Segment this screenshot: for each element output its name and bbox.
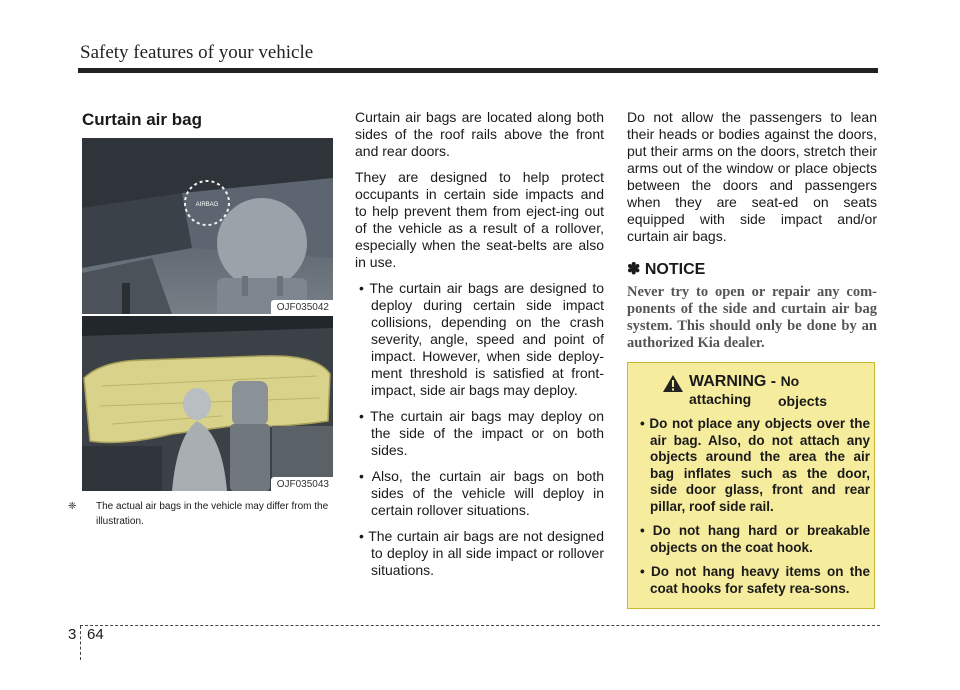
page-header-title: Safety features of your vehicle: [80, 42, 314, 63]
footer-rule: [80, 625, 880, 626]
page-number: 64: [87, 626, 104, 643]
warning-box: [627, 362, 875, 609]
notice-heading: [627, 261, 877, 278]
notice-body: Never try to open or repair any com-ponents of the side and curtain air bag system. This should only be done by an authorized Kia dealer.: [627, 284, 877, 351]
notice-icon: ✽: [627, 261, 641, 278]
curtain-airbag-location-paragraph: Curtain air bags are located along both sides of the roof rails above the front and rear doors.: [355, 109, 604, 159]
warning-item-text: Do not hang heavy items on the coat hooks for safety rea-sons.: [650, 564, 870, 596]
warning-item: • Do not place any objects over the air bag. Also, do not attach any objects around the area the air bag inflates such as the door, side door glass, front and rear pillar, roof side rail.: [640, 416, 870, 514]
passenger-warning-paragraph: Do not allow the passengers to lean their heads or bodies against the doors, put their arms on the doors, stretch their arms out of the window or place objects between the doors and passengers when they are seat-ed on seats equipped with side impact and/or curtain air bags.: [627, 109, 877, 244]
bullet-text: Also, the curtain air bags on both sides of the vehicle will deploy in certain rollover situations.: [371, 468, 604, 518]
warning-subtitle: No attaching: [689, 373, 800, 407]
photo-code-2: OJF035043: [271, 477, 333, 491]
caption-text: The actual air bags in the vehicle may differ from the illustration.: [96, 501, 329, 527]
bullet-item: • Also, the curtain air bags on both sides of the vehicle will deploy in certain rollover situations.: [359, 468, 604, 518]
warning-item: • Do not hang hard or breakable objects on the coat hook.: [640, 523, 871, 555]
middle-column: [355, 109, 604, 588]
right-column: [627, 109, 877, 352]
warning-title: [689, 373, 864, 409]
photo-code-1: OJF035042: [271, 300, 333, 314]
bullet-item: • The curtain air bags may deploy on the side of the impact or on both sides.: [359, 408, 604, 458]
chapter-number: 3: [68, 626, 77, 643]
bullet-text: The curtain air bags may deploy on the side of the impact or on both sides.: [370, 408, 604, 458]
warning-list: [636, 416, 870, 605]
curtain-airbag-purpose-paragraph: They are designed to help protect occupants in certain side impacts and to help prevent them from eject-ing out of the vehicle as a result of a rollover, especially when the seat-belts are also in use.: [355, 169, 604, 270]
caption-symbol: ❈: [68, 501, 77, 512]
warning-item-text: Do not place any objects over the air bag. Also, do not attach any objects around the area the air bag inflates such as the door, side door glass, front and rear pillar, roof side rail.: [649, 416, 870, 514]
header-rule: [78, 68, 878, 73]
notice-title: NOTICE: [644, 261, 706, 278]
warning-item: • Do not hang heavy items on the coat hooks for safety rea-sons.: [640, 564, 870, 596]
headrest-illustration: [82, 138, 333, 314]
photo-headrest-interior: [82, 138, 333, 314]
bullet-text: The curtain air bags are designed to deploy during certain side impact collisions, depending on the crash severity, angle, speed and point of impact. However, when side deploy-ment threshold is satisfied at front-impact, side air bags may deploy.: [369, 280, 605, 398]
bullet-item: • The curtain air bags are not designed to deploy in all side impact or rollover situations.: [359, 528, 604, 578]
page-number-separator: [80, 626, 81, 660]
warning-subtitle-cont: objects: [778, 393, 828, 409]
curtain-airbag-illustration: [82, 316, 333, 491]
warning-label: WARNING -: [689, 373, 777, 390]
warning-header: [638, 373, 864, 409]
bullet-text: The curtain air bags are not designed to deploy in all side impact or rollover situations.: [368, 528, 604, 578]
svg-text:AIRBAG: AIRBAG: [195, 202, 219, 208]
warning-triangle-icon: [662, 374, 684, 393]
warning-item-text: Do not hang hard or breakable objects on the coat hook.: [650, 523, 871, 555]
section-title: Curtain air bag: [82, 110, 202, 129]
photo-curtain-airbag: [82, 316, 333, 491]
bullet-item: • The curtain air bags are designed to deploy during certain side impact collisions, depending on the crash severity, angle, speed and point of impact. However, when side deploy-ment threshold is satisfied at front-impact, side air bags may deploy.: [359, 280, 605, 398]
image-caption: [68, 499, 336, 529]
